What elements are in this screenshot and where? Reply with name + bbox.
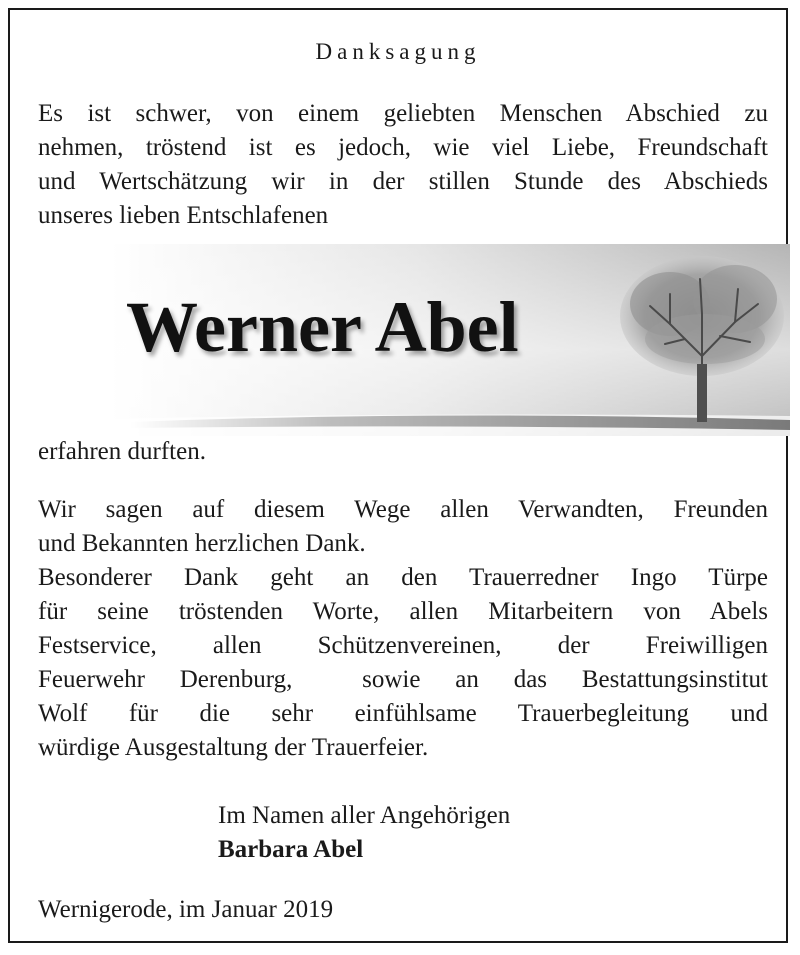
special-thanks-line: Festservice, allen Schützenvereinen, der Freiwilligen	[38, 632, 768, 659]
after-name-line: erfahren durften.	[38, 438, 206, 465]
special-thanks-line: Feuerwehr Derenburg, sowie an das Bestattungsinstitut	[38, 666, 768, 693]
intro-paragraph	[38, 97, 768, 233]
notice-heading: Danksagung	[315, 39, 481, 64]
intro-line: Es ist schwer, von einem geliebten Menschen Abschied zu	[38, 100, 768, 127]
special-thanks-line: würdige Ausgestaltung der Trauerfeier.	[38, 734, 429, 761]
signature-line: Im Namen aller Angehörigen	[218, 802, 511, 829]
special-thanks-line: Besonderer Dank geht an den Trauerredner Ingo Türpe	[38, 564, 768, 591]
special-thanks-line: für seine tröstenden Worte, allen Mitarbeitern von Abels	[38, 598, 768, 625]
intro-line: nehmen, tröstend ist es jedoch, wie viel Liebe, Freundschaft	[38, 134, 768, 161]
thanks-line: Wir sagen auf diesem Wege allen Verwandten, Freunden	[38, 496, 768, 523]
thanks-paragraph	[38, 493, 768, 765]
place-date: Wernigerode, im Januar 2019	[38, 896, 334, 923]
intro-line: und Wertschätzung wir in der stillen Stunde des Abschieds	[38, 168, 768, 195]
deceased-name: Werner Abel	[126, 287, 519, 367]
signature-block	[218, 799, 510, 867]
thanks-line: und Bekannten herzlichen Dank.	[38, 530, 366, 557]
special-thanks-line: Wolf für die sehr einfühlsame Trauerbegleitung und	[38, 700, 768, 727]
intro-line: unseres lieben Entschlafenen	[38, 202, 329, 229]
signature-name: Barbara Abel	[218, 836, 364, 863]
obituary-frame	[8, 8, 788, 943]
after-name-text	[38, 435, 768, 469]
